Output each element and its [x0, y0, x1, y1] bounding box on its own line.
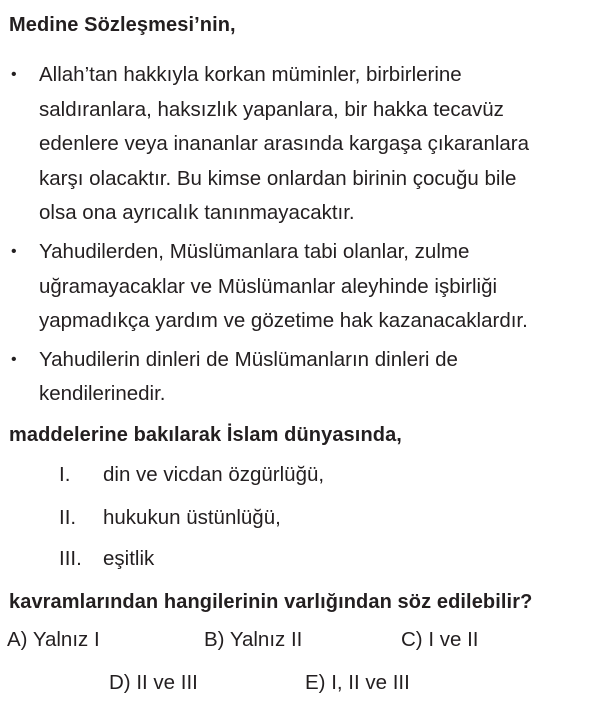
- article-1-line-3: edenlere veya inananlar arasında kargaşa çıkaranlara: [39, 132, 530, 156]
- bullet-icon: •: [11, 242, 17, 260]
- numbered-item-2-text: hukukun üstünlüğü,: [103, 506, 281, 529]
- article-item-1: [9, 58, 609, 231]
- article-2-line-3: yapmadıkça yardım ve gözetime hak kazanacaklardır.: [39, 309, 528, 333]
- article-1-line-1: Allah’tan hakkıyla korkan müminler, birbirlerine: [39, 63, 462, 86]
- numbered-item-3-label: III.: [59, 547, 82, 570]
- numbered-item-2-label: II.: [59, 506, 77, 529]
- intro-heading: Medine Sözleşmesi’nin,: [9, 14, 236, 36]
- article-item-2: [9, 235, 609, 339]
- article-3-line-2: kendilerinedir.: [39, 382, 166, 406]
- article-3-line-1: Yahudilerin dinleri de Müslümanların dinleri de: [39, 347, 458, 371]
- bullet-icon: •: [11, 66, 17, 83]
- article-2-line-2: uğramayacaklar ve Müslümanlar aleyhinde işbirliği: [39, 274, 498, 298]
- option-a[interactable]: A) Yalnız I: [7, 628, 100, 651]
- article-1-line-2: saldıranlara, haksızlık yapanlara, bir hakka tecavüz: [39, 97, 504, 121]
- article-1-line-5: olsa ona ayrıcalık tanınmayacaktır.: [39, 201, 355, 225]
- option-d[interactable]: D) II ve III: [109, 671, 198, 694]
- article-2-line-1: Yahudilerden, Müslümanlara tabi olanlar, zulme: [39, 239, 470, 263]
- numbered-item-1-text: din ve vicdan özgürlüğü,: [103, 463, 325, 486]
- article-item-3: [9, 343, 609, 412]
- numbered-item-1-label: I.: [59, 463, 71, 486]
- numbered-item-2: [59, 506, 281, 530]
- bullet-icon: •: [11, 350, 17, 368]
- question-text: kavramlarından hangilerinin varlığından söz edilebilir?: [9, 591, 533, 613]
- middle-heading: maddelerine bakılarak İslam dünyasında,: [9, 424, 402, 446]
- numbered-item-1: [59, 463, 324, 487]
- numbered-item-3-text: eşitlik: [103, 547, 155, 570]
- article-list: [9, 58, 609, 416]
- option-e[interactable]: E) I, II ve III: [305, 671, 410, 694]
- option-b[interactable]: B) Yalnız II: [204, 628, 303, 651]
- option-c[interactable]: C) I ve II: [401, 628, 479, 651]
- article-1-line-4: karşı olacaktır. Bu kimse onlardan birinin çocuğu bile: [39, 166, 517, 190]
- numbered-item-3: [59, 547, 154, 571]
